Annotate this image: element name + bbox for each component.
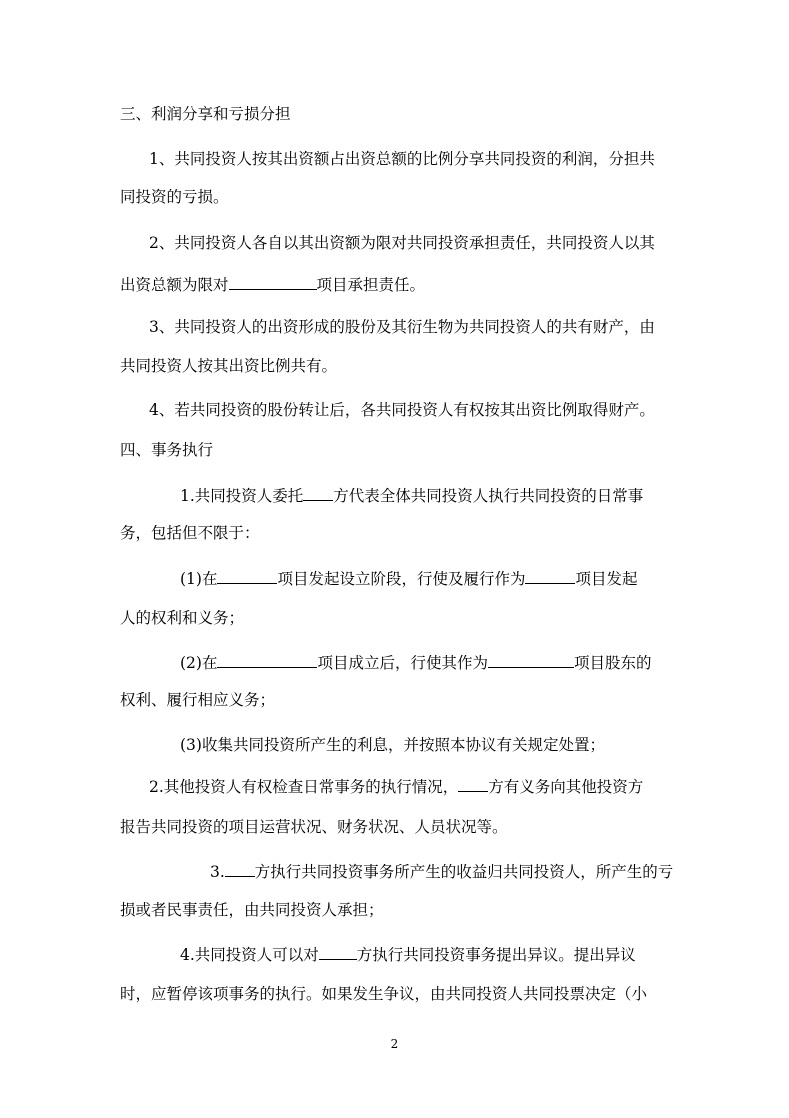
fill-in-blank — [525, 567, 575, 584]
paragraph-line: 2.其他投资人有权检查日常事务的执行情况， 方有义务向其他投资方 — [149, 775, 643, 797]
paragraph-line: 损或者民事责任，由共同投资人承担； — [120, 901, 384, 919]
paragraph-line: 务，包括但不限于： — [120, 524, 260, 542]
paragraph-line: 2、共同投资人各自以其出资额为限对共同投资承担责任，共同投资人以其 — [149, 234, 655, 252]
fill-in-blank — [217, 651, 317, 668]
paragraph-line: 同投资的亏损。 — [120, 188, 229, 206]
fill-in-blank — [225, 860, 255, 877]
paragraph-line: 出资总额为限对 项目承担责任。 — [120, 273, 425, 295]
paragraph-line: 3. 方执行共同投资事务所产生的收益归共同投资人，所产生的亏 — [210, 860, 673, 882]
section-heading-profit-loss: 三、利润分享和亏损分担 — [120, 105, 291, 123]
list-item-line: 权利、履行相应义务； — [120, 691, 276, 709]
paragraph-line: 4.共同投资人可以对 方执行共同投资事务提出异议。提出异议 — [180, 943, 636, 965]
list-item-line: (1)在 项目发起设立阶段，行使及履行作为 项目发起 — [180, 567, 638, 589]
fill-in-blank — [319, 943, 357, 960]
section-heading-affairs-execution: 四、事务执行 — [120, 441, 214, 459]
paragraph-line: 共同投资人按其出资比例共有。 — [120, 357, 338, 375]
paragraph-line: 4、若共同投资的股份转让后，各共同投资人有权按其出资比例取得财产。 — [149, 401, 655, 419]
paragraph-line: 时，应暂停该项事务的执行。如果发生争议，由共同投资人共同投票决定（小 — [120, 985, 648, 1003]
page-number: 2 — [390, 1037, 399, 1051]
list-item-line: (3)收集共同投资所产生的利息，并按照本协议有关规定处置； — [180, 736, 605, 754]
fill-in-blank — [488, 651, 574, 668]
paragraph-line: 1.共同投资人委托 方代表全体共同投资人执行共同投资的日常事 — [180, 484, 643, 506]
paragraph-line: 报告共同投资的项目运营状况、财务状况、人员状况等。 — [120, 818, 508, 836]
paragraph-line: 1、共同投资人按其出资额占出资总额的比例分享共同投资的利润，分担共 — [149, 150, 655, 168]
fill-in-blank — [303, 484, 333, 501]
list-item-line: (2)在 项目成立后，行使其作为 项目股东的 — [180, 651, 652, 673]
fill-in-blank — [217, 567, 277, 584]
paragraph-line: 3、共同投资人的出资形成的股份及其衍生物为共同投资人的共有财产，由 — [149, 318, 655, 336]
fill-in-blank — [458, 775, 488, 792]
fill-in-blank — [229, 273, 317, 290]
list-item-line: 人的权利和义务； — [120, 609, 245, 627]
